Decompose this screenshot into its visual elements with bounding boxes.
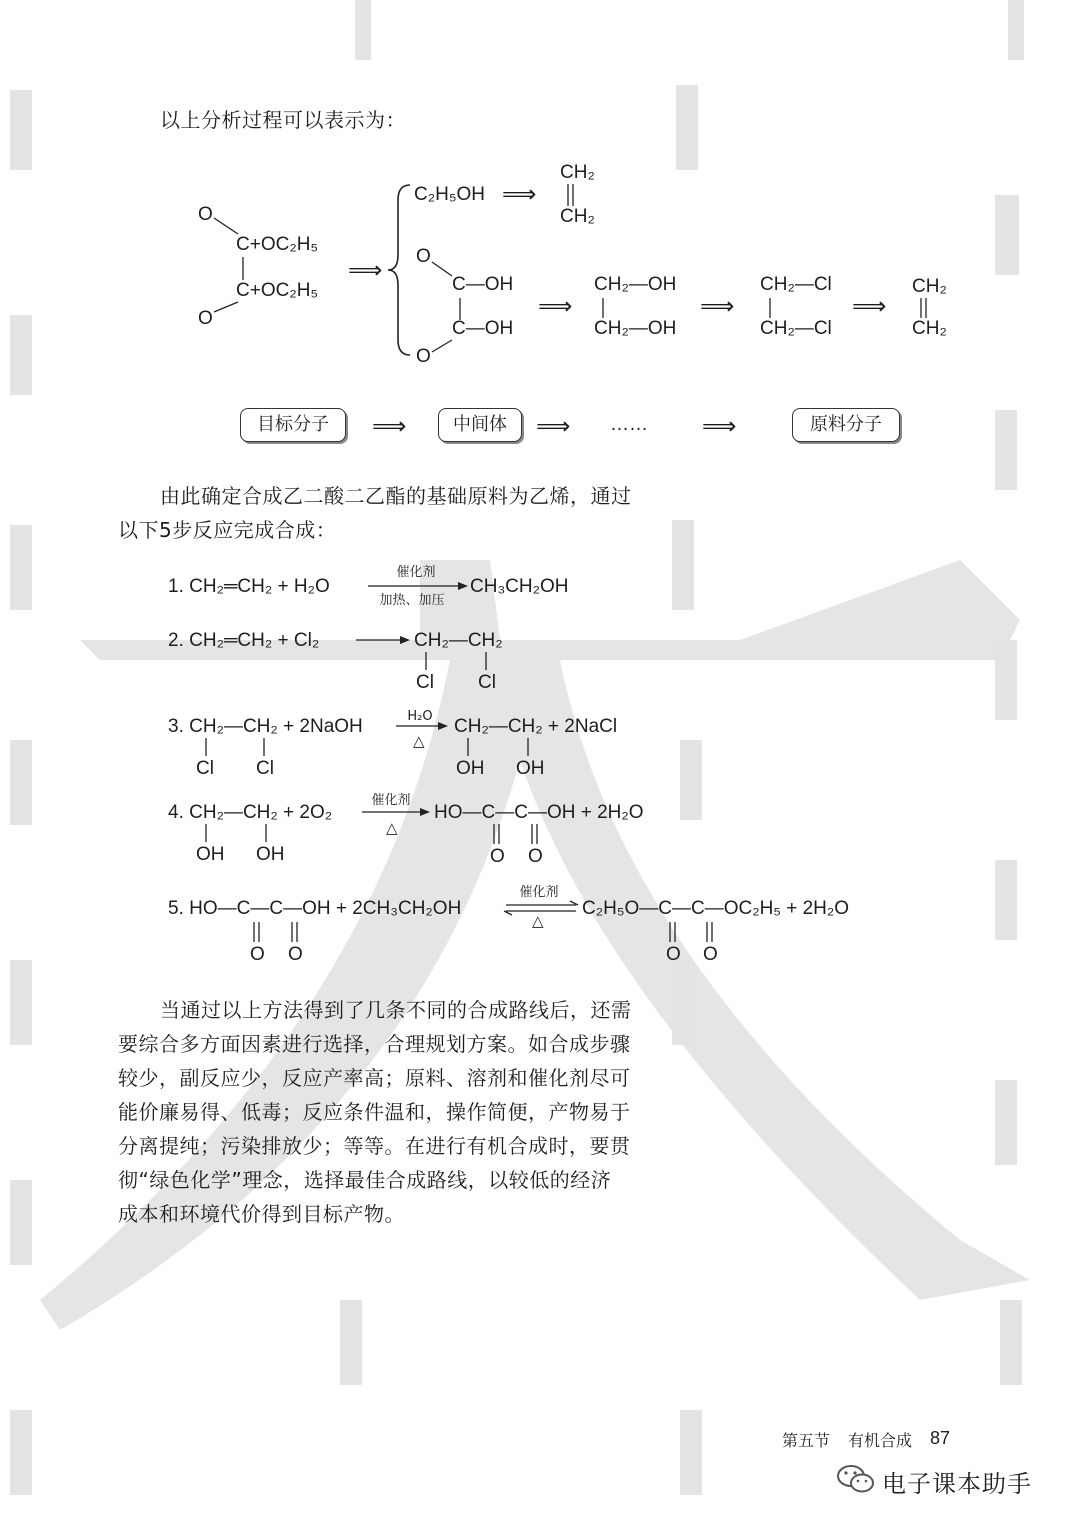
r2-reactants: 2. CH₂═CH₂ + Cl₂ (168, 630, 320, 651)
para2-line6: 彻“绿色化学”理念，选择最佳合成路线，以较低的经济 (118, 1168, 612, 1192)
glycol-bottom: CH₂—OH (594, 318, 677, 339)
para2-line5: 分离提纯；污染排放少；等等。在进行有机合成时，要贯 (118, 1134, 631, 1158)
r3-sub1: Cl (196, 758, 214, 779)
r2-sub2: Cl (478, 672, 496, 693)
r5-products: C₂H₅O—C—C—OC₂H₅ + 2H₂O (582, 898, 850, 919)
r2-sub1: Cl (416, 672, 434, 693)
ethylene-top: CH₂ (560, 162, 595, 183)
para1-line1: 由此确定合成乙二酸二乙酯的基础原料为乙烯，通过 (160, 484, 632, 508)
scheme-arrow-4: ⟹ (700, 292, 735, 320)
intro-text: 以上分析过程可以表示为： (160, 108, 406, 132)
wechat-icon (836, 1462, 876, 1496)
dichloro-top: CH₂—Cl (760, 274, 832, 295)
r1-condition-top: 催化剂 (396, 565, 436, 580)
r3-condition-bottom: △ (413, 732, 425, 750)
r4-condition-bottom: △ (386, 819, 398, 837)
scheme-arrow-5: ⟹ (852, 292, 887, 320)
ethylene-bottom: CH₂ (560, 206, 595, 227)
r3-condition-top: H₂O (407, 709, 433, 724)
r3-reactants: 3. CH₂—CH₂ + 2NaOH (168, 716, 363, 737)
r5-rsub1: O (666, 944, 681, 965)
r4-rsub2: O (528, 846, 543, 867)
dichloro-bottom: CH₂—Cl (760, 318, 832, 339)
flow-box-raw: 原料分子 (792, 408, 900, 442)
oxalic-o-top: O (416, 246, 431, 267)
page-number: 87 (930, 1428, 951, 1448)
r5-sub2: O (288, 944, 303, 965)
para1-line2: 以下5步反应完成合成： (118, 518, 337, 542)
r5-reactants: 5. HO—C—C—OH + 2CH₃CH₂OH (168, 898, 462, 919)
r4-condition-top: 催化剂 (371, 793, 411, 808)
r1-product: CH₃CH₂OH (470, 576, 569, 597)
scheme-arrow-3: ⟹ (538, 292, 573, 320)
r3-products: CH₂—CH₂ + 2NaCl (454, 716, 618, 737)
r5-condition-bottom: △ (532, 912, 544, 930)
r5-rsub2: O (703, 944, 718, 965)
r3-rsub2: OH (516, 758, 545, 779)
oxalic-c2: C—OH (452, 318, 514, 339)
ethanol-formula: C₂H₅OH (414, 184, 485, 205)
r4-reactants: 4. CH₂—CH₂ + 2O₂ (168, 802, 333, 823)
ester-o-top: O (198, 204, 213, 225)
final-ethylene-bottom: CH₂ (912, 318, 947, 339)
flow-arrow-3: ⟹ (702, 412, 737, 440)
glycol-top: CH₂—OH (594, 274, 677, 295)
oxalic-o-bottom: O (416, 346, 431, 367)
brand-name: 电子课本助手 (882, 1470, 1032, 1498)
r5-condition-top: 催化剂 (519, 885, 559, 900)
r4-sub2: OH (256, 844, 285, 865)
r1-reactants: 1. CH₂═CH₂ + H₂O (168, 576, 330, 597)
footer-title: 有机合成 (848, 1431, 913, 1450)
para2-line3: 较少，副反应少，反应产率高；原料、溶剂和催化剂尽可 (118, 1066, 631, 1090)
r4-sub1: OH (196, 844, 225, 865)
scheme-arrow-1: ⟹ (348, 256, 383, 284)
r2-product: CH₂—CH₂ (414, 630, 503, 651)
r1-condition-bottom: 加热、加压 (379, 593, 445, 608)
para2-line4: 能价廉易得、低毒；反应条件温和，操作简便，产物易于 (118, 1100, 631, 1124)
r3-rsub1: OH (456, 758, 485, 779)
final-ethylene-top: CH₂ (912, 276, 947, 297)
flow-arrow-2: ⟹ (536, 412, 571, 440)
ester-top-group: C+OC₂H₅ (236, 234, 319, 255)
para2-line7: 成本和环境代价得到目标产物。 (118, 1202, 405, 1226)
r3-sub2: Cl (256, 758, 274, 779)
r4-products: HO—C—C—OH + 2H₂O (434, 802, 644, 823)
flow-box-intermediate: 中间体 (438, 408, 522, 442)
r4-rsub1: O (490, 846, 505, 867)
r5-sub1: O (250, 944, 265, 965)
flow-arrow-1: ⟹ (372, 412, 407, 440)
ester-bottom-group: C+OC₂H₅ (236, 280, 319, 301)
flow-dots: …… (610, 414, 648, 435)
footer-section: 第五节 (782, 1431, 831, 1450)
para2-line2: 要综合多方面因素进行选择，合理规划方案。如合成步骤 (118, 1032, 631, 1056)
para2-line1: 当通过以上方法得到了几条不同的合成路线后，还需 (160, 998, 632, 1022)
ester-o-bottom: O (198, 308, 213, 329)
oxalic-c1: C—OH (452, 274, 514, 295)
flow-box-target: 目标分子 (240, 408, 346, 442)
scheme-arrow-2: ⟹ (502, 180, 537, 208)
